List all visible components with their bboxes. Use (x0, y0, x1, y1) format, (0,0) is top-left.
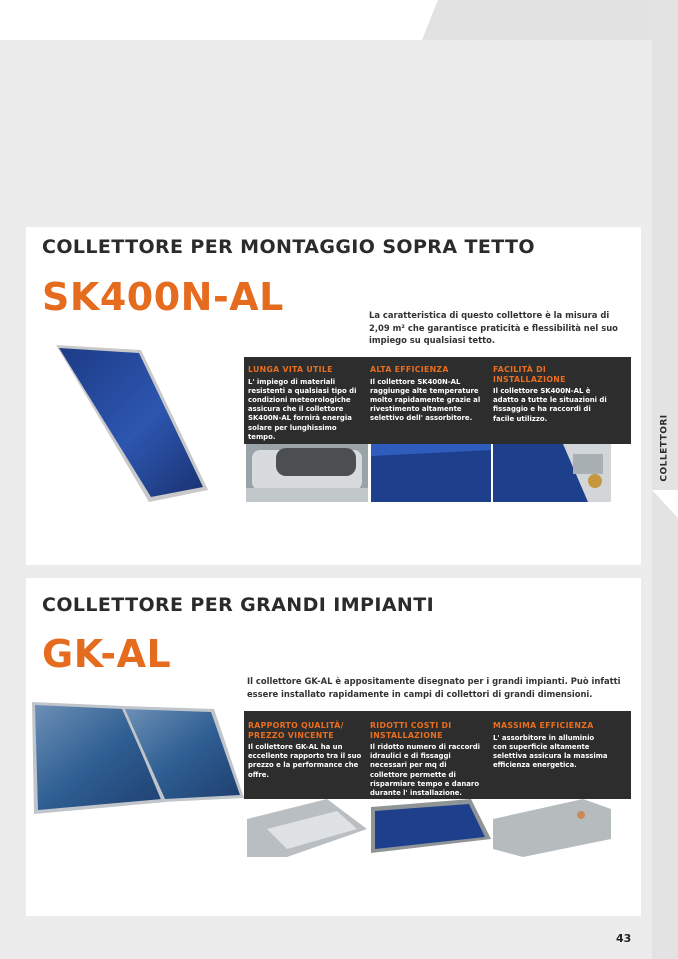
side-tab-collettori[interactable] (652, 398, 678, 498)
feature-title: FACILITÀ DI INSTALLAZIONE (493, 365, 566, 384)
feature-title: MASSIMA EFFICIENZA (493, 721, 594, 730)
model-name: SK400N-AL (42, 275, 284, 319)
feature-2 (370, 721, 486, 798)
feature-text: L' assorbitore in alluminio con superficie altamente selettiva assicura la massima efficienza energetica. (493, 733, 608, 770)
feature-text: Il collettore SK400N-AL è adatto a tutte le situazioni di fissaggio e ha raccordi di facile utilizzo. (493, 387, 607, 423)
product-description: La caratteristica di questo collettore è la misura di 2,09 m² che garantisce praticità e flessibilità nel suo impiego su qualsiasi tetto. (369, 310, 618, 345)
feature-text: Il ridotto numero di raccordi idraulici e di fissaggi necessari per mq di collettore permette di risparmiare tempo e danaro durante l' installazione. (370, 743, 481, 798)
collector-panel-image (46, 342, 216, 512)
feature-2 (370, 365, 486, 424)
feature-text: Il collettore SK400N-AL raggiunge alte temperature molto rapidamente grazie al rivestimento altamente selettivo dell' assorbitore. (370, 377, 481, 423)
aluminium-frame-photo (493, 799, 611, 857)
product-card-gk-al (26, 578, 641, 916)
model-name: GK-AL (42, 632, 172, 676)
side-tab-arrow (652, 490, 678, 520)
absorber-edge-photo (371, 799, 491, 857)
feature-3 (493, 721, 609, 770)
connector-fitting-photo (493, 444, 611, 502)
feature-1 (248, 365, 364, 442)
collector-field-image (30, 698, 246, 820)
feature-text: L' impiego di materiali resistenti a qualsiasi tipo di condizioni meteorologiche assicura che il collettore SK400N-AL fornirà energia solare per lunghissimo tempo. (248, 377, 357, 441)
page-number: 43 (616, 932, 632, 945)
side-tab-label: COLLETTORI (660, 414, 671, 482)
mounting-bracket-photo (246, 444, 368, 502)
product-description: Il collettore GK-AL è appositamente disegnato per i grandi impianti. Può infatti essere installato rapidamente in campi di collettori di grandi dimensioni. (247, 676, 621, 699)
features-band (244, 357, 631, 444)
feature-title: ALTA EFFICIENZA (370, 365, 449, 374)
top-decor-band (0, 0, 678, 40)
section-subtitle: COLLETTORE PER GRANDI IMPIANTI (42, 594, 435, 616)
mounting-rail-photo (247, 799, 367, 857)
section-subtitle: COLLETTORE PER MONTAGGIO SOPRA TETTO (42, 236, 535, 258)
features-band (244, 711, 631, 799)
feature-text: Il collettore GK-AL ha un eccellente rapporto tra il suo prezzo e la performance che offre. (248, 743, 362, 779)
feature-title: LUNGA VITA UTILE (248, 365, 333, 374)
feature-1 (248, 721, 364, 780)
feature-3 (493, 365, 609, 424)
feature-title: RIDOTTI COSTI DI INSTALLAZIONE (370, 721, 452, 740)
absorber-detail-photo (371, 444, 491, 502)
product-card-sk400n-al (26, 227, 641, 565)
feature-title: RAPPORTO QUALITÀ/ PREZZO VINCENTE (248, 721, 344, 740)
